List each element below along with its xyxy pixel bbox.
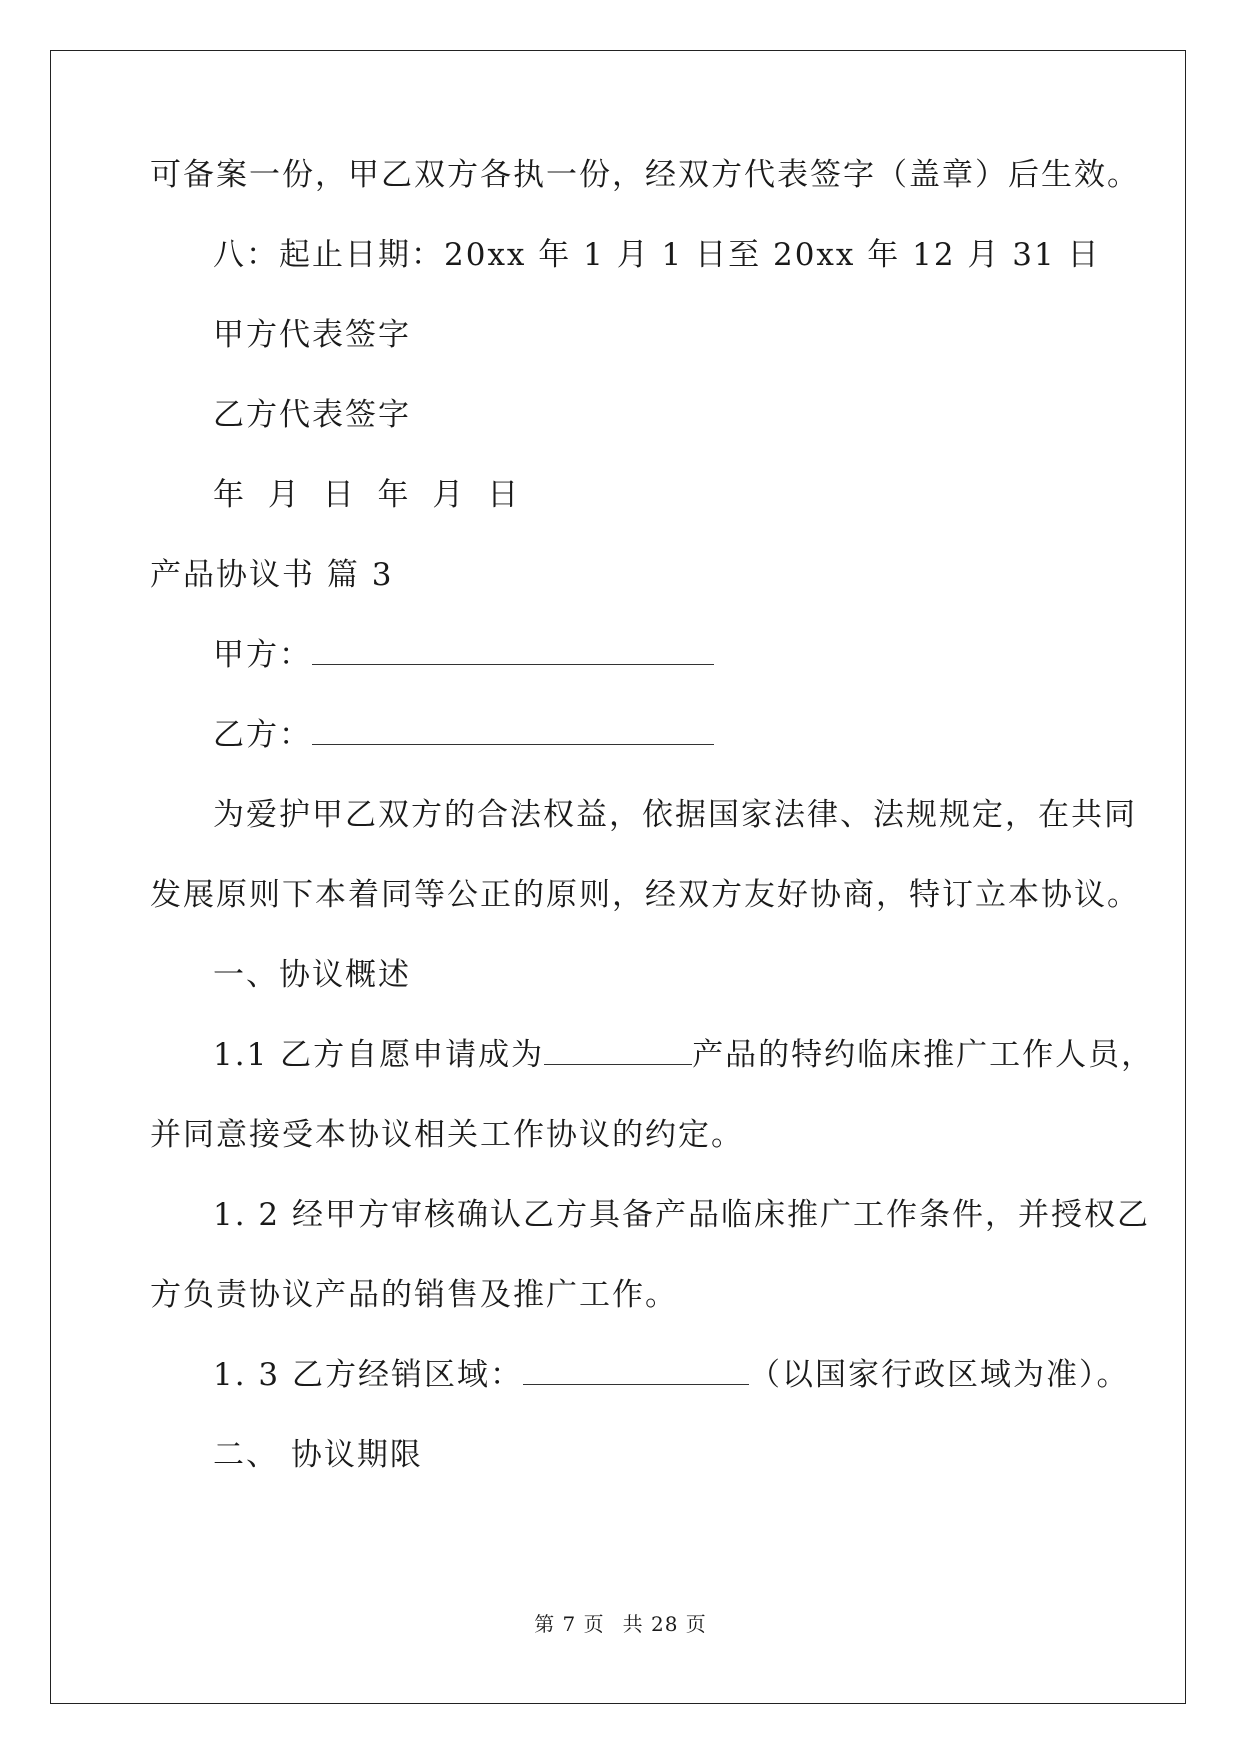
- heading-term: 二、 协议期限: [213, 1437, 423, 1473]
- text-line-dates: 八：起止日期：20xx 年 1 月 1 日至 20xx 年 12 月 31 日: [213, 237, 1101, 273]
- clause-1-1-lead: 1.1 乙方自愿申请成为: [213, 1037, 545, 1073]
- heading-overview: 一、协议概述: [213, 957, 411, 993]
- page-total: 共 28 页: [622, 1612, 707, 1636]
- page-footer: [0, 1610, 1241, 1638]
- text-line-preamble-1: 为爱护甲乙双方的合法权益，依据国家法律、法规规定，在共同: [213, 797, 1137, 833]
- clause-1-3-lead: 1. 3 乙方经销区域：: [213, 1357, 524, 1393]
- party-b-blank: [312, 720, 714, 745]
- party-b-row: [213, 715, 714, 755]
- text-line-party-a-sign: 甲方代表签字: [213, 317, 411, 353]
- clause-1-3-row: [213, 1355, 1130, 1395]
- clause-1-1-row: [213, 1035, 1154, 1075]
- text-line-clause-1-1-cont: 并同意接受本协议相关工作协议的约定。: [150, 1117, 744, 1153]
- party-b-label: 乙方：: [213, 717, 312, 753]
- text-line-clause-1-2: 1. 2 经甲方审核确认乙方具备产品临床推广工作条件，并授权乙: [213, 1197, 1151, 1233]
- text-line: 可备案一份，甲乙双方各执一份，经双方代表签字（盖章）后生效。: [150, 157, 1140, 193]
- product-blank: [544, 1040, 692, 1065]
- clause-1-1-tail: 产品的特约临床推广工作人员，: [692, 1037, 1155, 1073]
- text-line-date-fields: 年 月 日 年 月 日: [213, 477, 521, 513]
- party-a-row: [213, 635, 714, 675]
- text-line-party-b-sign: 乙方代表签字: [213, 397, 411, 433]
- section-title: 产品协议书 篇 3: [150, 557, 394, 593]
- text-line-preamble-2: 发展原则下本着同等公正的原则，经双方友好协商，特订立本协议。: [150, 877, 1140, 913]
- clause-1-3-tail: （以国家行政区域为准）。: [749, 1357, 1130, 1393]
- region-blank: [523, 1360, 749, 1385]
- page-number: 第 7 页: [534, 1612, 605, 1636]
- party-a-label: 甲方：: [213, 637, 312, 673]
- text-line-clause-1-2-cont: 方负责协议产品的销售及推广工作。: [150, 1277, 678, 1313]
- party-a-blank: [312, 640, 714, 665]
